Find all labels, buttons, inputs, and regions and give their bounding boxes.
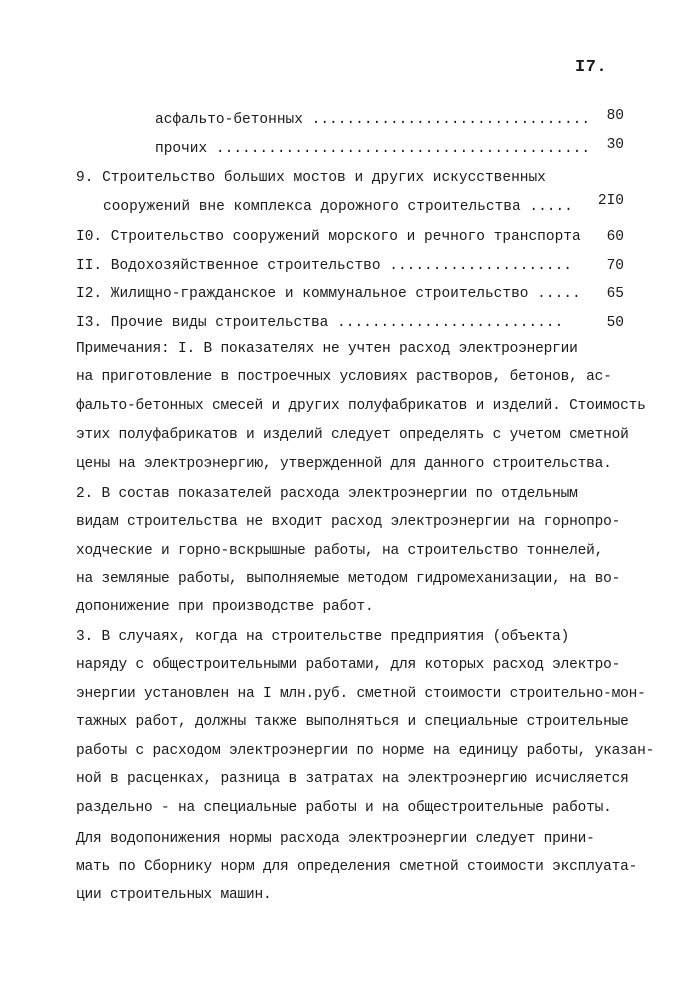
- notes-line: на приготовление в построечных условиях растворов, бетонов, ас-: [76, 369, 612, 385]
- notes-line: работы с расходом электроэнергии по норме на единицу работы, указан-: [76, 743, 655, 759]
- table-row-value: 2I0: [597, 193, 624, 209]
- table-row-label: прочих ...........................................: [155, 141, 591, 157]
- table-row-label: I0. Строительство сооружений морского и речного транспорта: [76, 229, 581, 245]
- notes-line: мать по Сборнику норм для определения сметной стоимости эксплуата-: [76, 859, 638, 875]
- table-row-value: 50: [606, 315, 624, 331]
- table-row-value: 65: [606, 286, 624, 302]
- notes-line: раздельно - на специальные работы и на общестроительные работы.: [76, 800, 612, 816]
- notes-line: тажных работ, должны также выполняться и специальные строительные: [76, 714, 629, 730]
- table-row-label: II. Водохозяйственное строительство .....................: [76, 258, 572, 274]
- notes-line: на земляные работы, выполняемые методом гидромеханизации, на во-: [76, 571, 621, 587]
- notes-line: ной в расценках, разница в затратах на электроэнергию исчисляется: [76, 771, 629, 787]
- notes-line: видам строительства не входит расход электроэнергии на горнопро-: [76, 514, 621, 530]
- table-row-label: асфальто-бетонных ................................: [155, 112, 591, 128]
- notes-line: ции строительных машин.: [76, 887, 272, 903]
- table-row-label: 9. Строительство больших мостов и других искусственных: [76, 170, 546, 186]
- notes-line: наряду с общестроительными работами, для которых расход электро-: [76, 657, 621, 673]
- table-row-value: 60: [606, 229, 624, 245]
- notes-line: фальто-бетонных смесей и других полуфабрикатов и изделий. Стоимость: [76, 398, 646, 414]
- notes-line: 3. В случаях, когда на строительстве предприятия (объекта): [76, 629, 570, 645]
- notes-line: цены на электроэнергию, утвержденной для данного строительства.: [76, 456, 612, 472]
- page-number: I7.: [575, 58, 608, 77]
- table-row-value: 30: [606, 137, 624, 153]
- notes-line: Примечания: I. В показателях не учтен расход электроэнергии: [76, 341, 578, 357]
- table-row-value: 80: [606, 108, 624, 124]
- notes-line: ходческие и горно-вскрышные работы, на строительство тоннелей,: [76, 543, 604, 559]
- notes-line: 2. В состав показателей расхода электроэнергии по отдельным: [76, 486, 578, 502]
- table-row-label: сооружений вне комплекса дорожного строительства .....: [103, 199, 573, 215]
- notes-line: этих полуфабрикатов и изделий следует определять с учетом сметной: [76, 427, 629, 443]
- table-row-value: 70: [606, 258, 624, 274]
- notes-line: Для водопонижения нормы расхода электроэнергии следует прини-: [76, 831, 595, 847]
- table-row-label: I2. Жилищно-гражданское и коммунальное строительство .....: [76, 286, 581, 302]
- notes-line: допонижение при производстве работ.: [76, 599, 374, 615]
- table-row-label: I3. Прочие виды строительства ..........................: [76, 315, 564, 331]
- notes-line: энергии установлен на I млн.руб. сметной стоимости строительно-мон-: [76, 686, 646, 702]
